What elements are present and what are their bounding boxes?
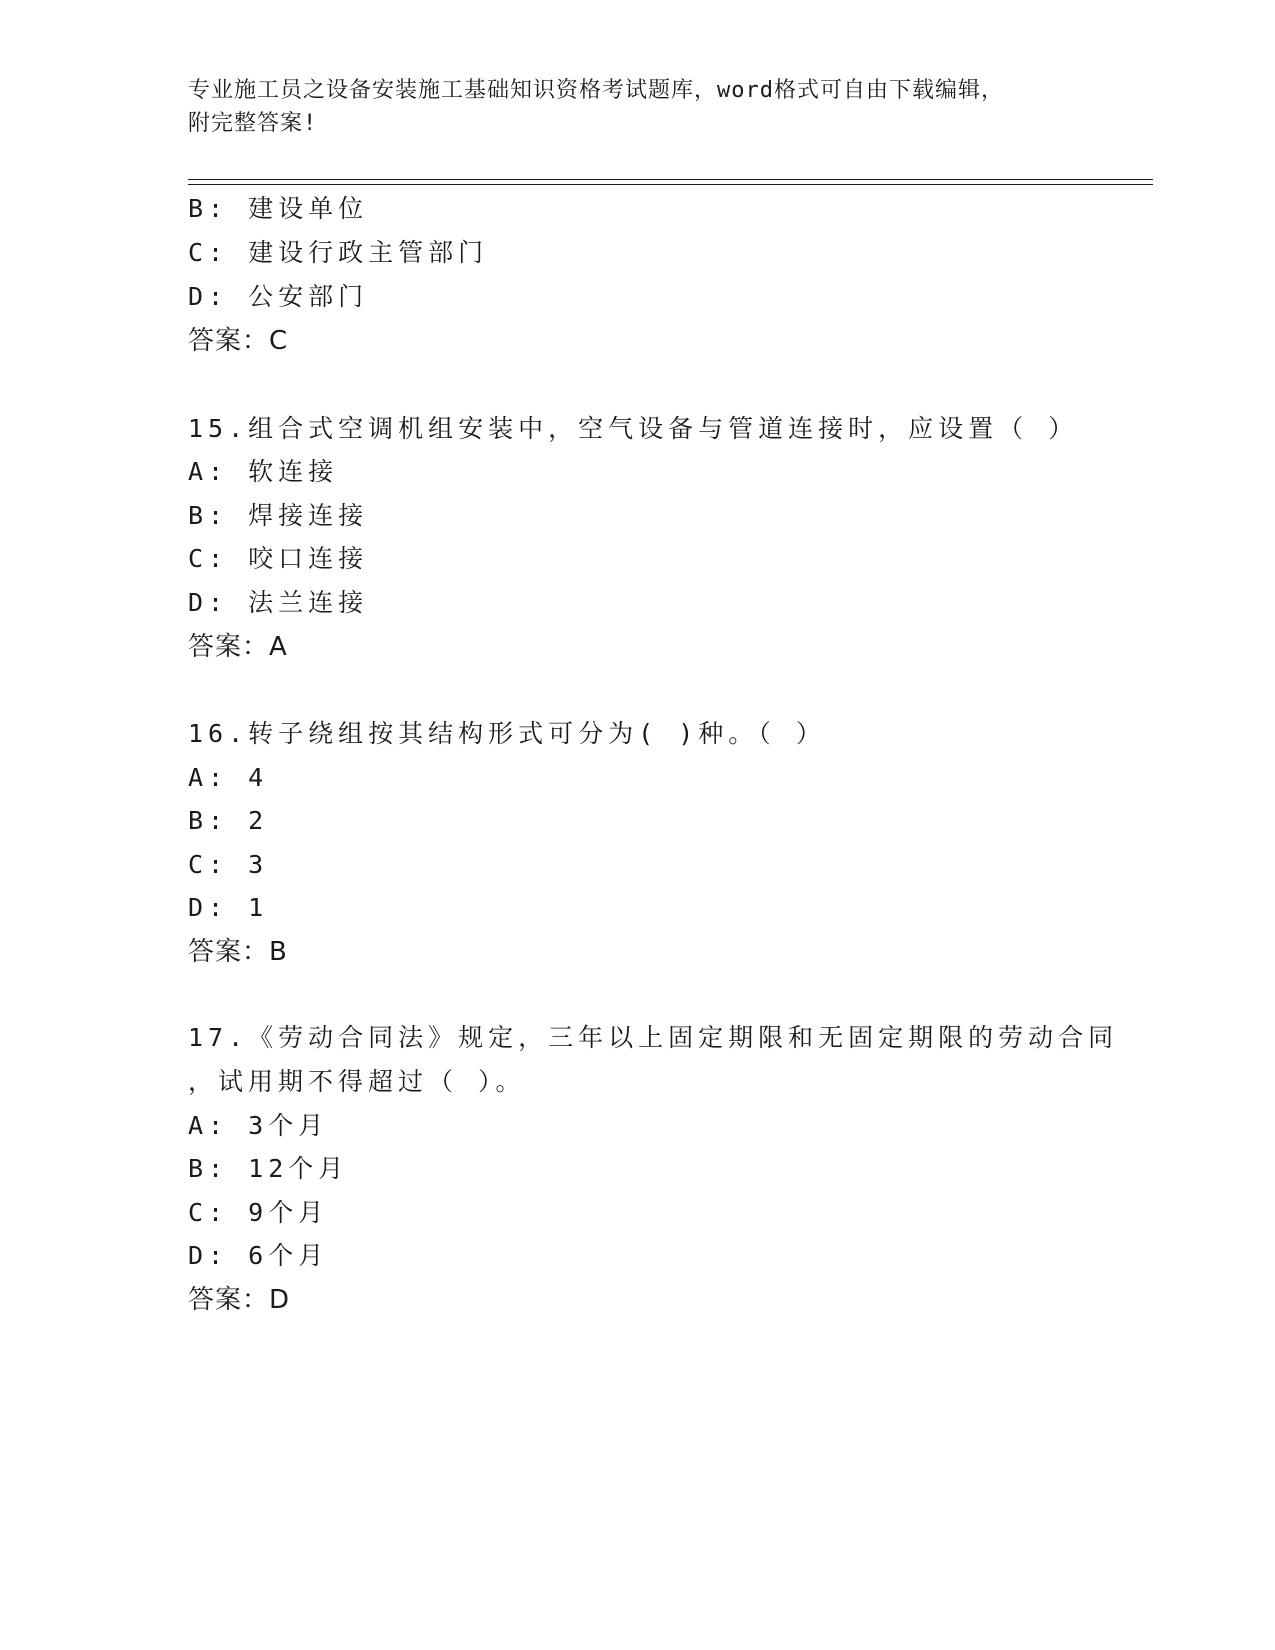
q17-answer: 答案：D <box>188 1285 291 1315</box>
q15-answer: 答案：A <box>188 632 288 662</box>
q15-option-a: A: 软连接 <box>188 457 339 486</box>
q17-question-line-2: ，试用期不得超过（ ）。 <box>188 1067 526 1096</box>
q16-option-c: C: 3 <box>188 850 269 879</box>
q15-question: 15.组合式空调机组安装中，空气设备与管道连接时，应设置（ ） <box>188 414 1079 443</box>
header-divider-top <box>188 179 1153 180</box>
q17-option-b: B: 12个月 <box>188 1154 349 1183</box>
q17-question-line-1: 17.《劳动合同法》规定，三年以上固定期限和无固定期限的劳动合同 <box>188 1023 1119 1052</box>
q16-option-a: A: 4 <box>188 763 269 792</box>
q15-option-c: C: 咬口连接 <box>188 544 369 573</box>
q17-option-c: C: 9个月 <box>188 1198 329 1227</box>
q14-answer: 答案：C <box>188 326 289 356</box>
q15-option-d: D: 法兰连接 <box>188 588 369 617</box>
q16-answer: 答案：B <box>188 937 288 967</box>
q14-option-b: B: 建设单位 <box>188 194 369 223</box>
header-line-1: 专业施工员之设备安装施工基础知识资格考试题库，word格式可自由下载编辑， <box>188 78 1004 103</box>
q16-question: 16.转子绕组按其结构形式可分为( )种。（ ） <box>188 719 826 748</box>
q17-option-d: D: 6个月 <box>188 1241 329 1270</box>
header-divider-bottom <box>188 184 1153 185</box>
header-line-2: 附完整答案! <box>188 111 318 136</box>
q16-option-b: B: 2 <box>188 806 269 835</box>
q16-option-d: D: 1 <box>188 893 269 922</box>
q17-option-a: A: 3个月 <box>188 1111 329 1140</box>
document-header <box>188 74 1068 140</box>
q14-option-d: D: 公安部门 <box>188 282 369 311</box>
q15-option-b: B: 焊接连接 <box>188 501 369 530</box>
q14-option-c: C: 建设行政主管部门 <box>188 238 489 267</box>
